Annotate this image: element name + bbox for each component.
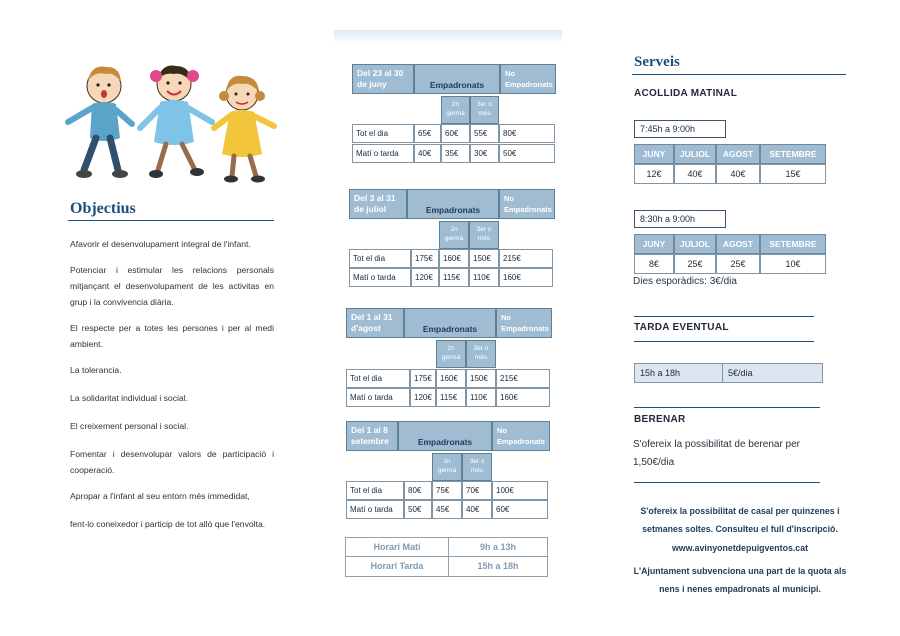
price-cell: 12€: [634, 164, 674, 184]
row-label: Tot el dia: [346, 369, 410, 388]
row-label: Tot el dia: [346, 481, 404, 500]
horari-tarda-row: [346, 557, 547, 576]
price-cell: 115€: [436, 388, 466, 407]
acollida-title: ACOLLIDA MATINAL: [634, 88, 738, 99]
price-cell: 40€: [414, 144, 441, 163]
berenar-text: S'ofereix la possibilitat de berenar per 1,50€/dia: [633, 439, 801, 468]
tarda-bottom-rule: [634, 341, 814, 342]
ajuntament-note: L'Ajuntament subvenciona una part de la quota als nens i nenes empadronats al municipi.: [633, 566, 847, 594]
price-cell: 8€: [634, 254, 674, 274]
objectiu-item: El creixement personal i social.: [70, 421, 189, 431]
price-cell: 80€: [499, 124, 555, 143]
price-cell: 160€: [496, 388, 550, 407]
objectiu-item: La tolerancia.: [70, 365, 122, 375]
objectius-rule: [68, 220, 274, 221]
tarda-box: [634, 363, 823, 383]
price-cell: 60€: [492, 500, 548, 519]
subheader-3er: 3er o més: [470, 96, 499, 124]
no-empadronats-header: No Empadronats: [500, 64, 556, 94]
horari-tarda-value: 15h a 18h: [477, 561, 519, 571]
price-cell: 40€: [674, 164, 716, 184]
berenar-title: BERENAR: [634, 414, 686, 425]
price-cell: 50€: [404, 500, 432, 519]
month-agost: AGOST: [716, 234, 760, 254]
serveis-title: Serveis: [634, 54, 680, 70]
price-cell: 15€: [760, 164, 826, 184]
objectiu-item: fent-lo coneixedor i particip de tot allò que l'envolta.: [70, 519, 266, 529]
price-cell: 50€: [499, 144, 555, 163]
child-girl-right-figure: [214, 76, 274, 183]
price-cell: 160€: [436, 369, 466, 388]
subheader-3er: 3er o més: [462, 453, 492, 481]
period-label: Del 1 al 8 setembre: [346, 421, 398, 451]
no-empadronats-header: No Empadronats: [499, 189, 555, 219]
price-cell: 215€: [499, 249, 553, 268]
price-cell: 100€: [492, 481, 548, 500]
berenar-top-rule: [634, 407, 820, 408]
price-cell: 10€: [760, 254, 826, 274]
month-agost: AGOST: [716, 144, 760, 164]
price-cell: 215€: [496, 369, 550, 388]
subheader-3er: 3er o més: [469, 221, 499, 249]
price-cell: 175€: [411, 249, 439, 268]
period-label: Del 1 al 31 d'agost: [346, 308, 404, 338]
price-cell: 45€: [432, 500, 462, 519]
price-cell: 80€: [404, 481, 432, 500]
price-cell: 25€: [716, 254, 760, 274]
objectiu-item: Afavorir el desenvolupament integral de l'infant.: [70, 239, 251, 249]
empadronats-header: Empadronats: [398, 421, 492, 451]
subheader-2n-germa: 2n germà: [439, 221, 469, 249]
tarda-top-rule: [634, 316, 814, 317]
price-cell: 120€: [410, 388, 436, 407]
berenar-bottom-rule: [634, 482, 820, 483]
price-cell: 150€: [466, 369, 496, 388]
price-cell: 120€: [411, 268, 439, 287]
subheader-3er: 3er o més: [466, 340, 496, 368]
price-cell: 40€: [462, 500, 492, 519]
objectiu-item: Potenciar i estimular les relacions personals mitjançant el desenvolupament de les activitas en grup i la convivencia diària.: [70, 265, 274, 307]
row-label: Matí o tarda: [349, 268, 411, 287]
row-label: Tot el dia: [352, 124, 414, 143]
month-setembre: SETEMBRE: [760, 234, 826, 254]
objectiu-item: El respecte per a totes les persones i per al medi ambient.: [70, 323, 274, 349]
website-link[interactable]: www.avinyonetdepuigventos.cat: [671, 543, 809, 553]
month-juliol: JULIOL: [674, 144, 716, 164]
acollida-slot1-time: 7:45h a 9:00h: [634, 120, 726, 138]
price-cell: 30€: [470, 144, 499, 163]
price-cell: 150€: [469, 249, 499, 268]
empadronats-header: Empadronats: [404, 308, 496, 338]
child-boy-figure: [68, 67, 132, 178]
acollida-slot2-table: [634, 234, 826, 274]
price-cell: 160€: [499, 268, 553, 287]
no-empadronats-header: No Empadronats: [496, 308, 552, 338]
price-cell: 60€: [441, 124, 470, 143]
empadronats-header: Empadronats: [407, 189, 499, 219]
month-juliol: JULIOL: [674, 234, 716, 254]
horari-tarda-label: Horari Tarda: [346, 557, 449, 576]
objectiu-item: La solidaritat individual i social.: [70, 393, 188, 403]
subheader-2n-germa: 2n germà: [436, 340, 466, 368]
children-illustration: [62, 58, 282, 184]
month-juny: JUNY: [634, 144, 674, 164]
price-cell: 75€: [432, 481, 462, 500]
price-cell: 65€: [414, 124, 441, 143]
period-label: Del 23 al 30 de juny: [352, 64, 414, 94]
price-cell: 175€: [410, 369, 436, 388]
price-cell: 110€: [469, 268, 499, 287]
price-cell: 55€: [470, 124, 499, 143]
esporadics-text: Dies esporàdics: 3€/dia: [633, 276, 737, 287]
period-label: Del 3 al 31 de juliol: [349, 189, 407, 219]
acollida-slot2-time: 8:30h a 9:00h: [634, 210, 726, 228]
horari-mati-value: 9h a 13h: [479, 542, 517, 552]
serveis-rule: [632, 74, 846, 75]
subheader-2n-germa: 2n germà: [432, 453, 462, 481]
tarda-time: 15h a 18h: [635, 364, 723, 382]
horari-mati-row: [346, 538, 547, 557]
objectiu-item: Fomentar i desenvolupar valors de participació i cooperació.: [70, 449, 274, 475]
price-cell: 25€: [674, 254, 716, 274]
price-cell: 70€: [462, 481, 492, 500]
month-juny: JUNY: [634, 234, 674, 254]
horari-table: [345, 537, 548, 577]
tarda-price: 5€/dia: [728, 368, 753, 378]
empadronats-header: Empadronats: [414, 64, 500, 94]
objectius-title: Objectius: [70, 200, 136, 217]
no-empadronats-header: No Empadronats: [492, 421, 550, 451]
price-cell: 40€: [716, 164, 760, 184]
row-label: Tot el dia: [349, 249, 411, 268]
price-cell: 35€: [441, 144, 470, 163]
subheader-2n-germa: 2n germà: [441, 96, 470, 124]
tarda-title: TARDA EVENTUAL: [634, 322, 729, 333]
row-label: Matí o tarda: [352, 144, 414, 163]
month-setembre: SETEMBRE: [760, 144, 826, 164]
child-girl-center-figure: [140, 66, 212, 178]
price-cell: 160€: [439, 249, 469, 268]
horari-mati-label: Horari Matí: [346, 538, 449, 556]
objectius-list: [70, 236, 274, 544]
price-cell: 110€: [466, 388, 496, 407]
row-label: Matí o tarda: [346, 500, 404, 519]
acollida-slot1-table: [634, 144, 826, 184]
price-cell: 115€: [439, 268, 469, 287]
row-label: Matí o tarda: [346, 388, 410, 407]
objectiu-item: Apropar a l'infant al seu entorn més immedidat,: [70, 491, 250, 501]
quinzenes-note: S'ofereix la possibilitat de casal per quinzenes i setmanes soltes. Consulteu el full d'inscripció.: [640, 506, 840, 534]
